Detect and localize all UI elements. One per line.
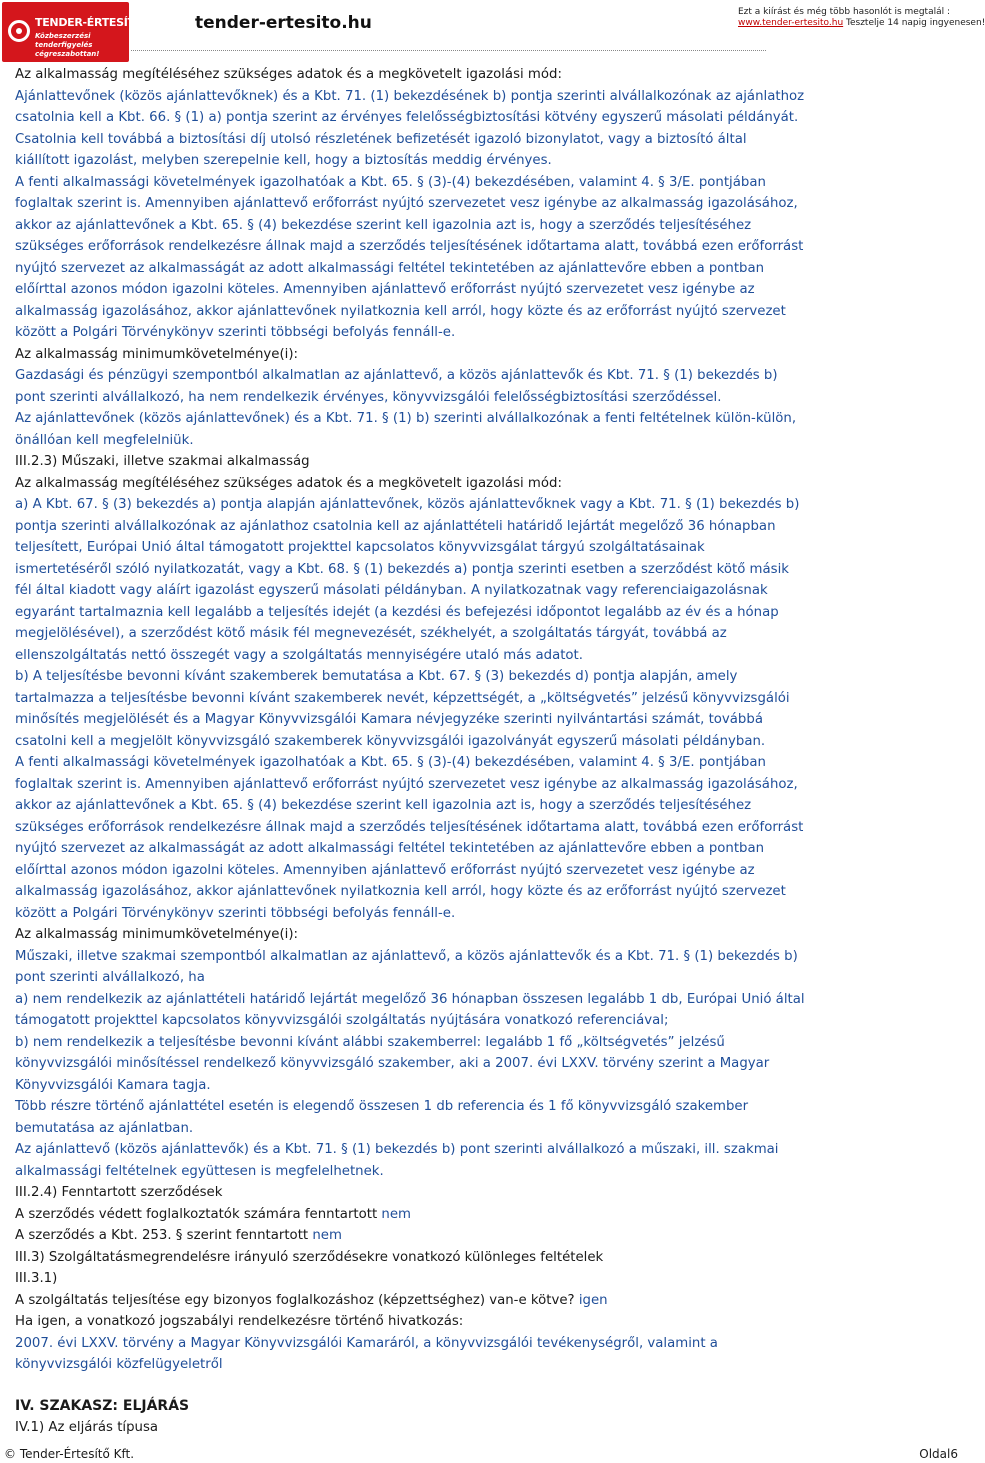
section-heading: IV. SZAKASZ: ELJÁRÁS [15, 1397, 190, 1414]
paragraph: Ha igen, a vonatkozó jogszabályi rendelkezésre történő hivatkozás: [15, 1314, 464, 1329]
promo-text [738, 7, 985, 29]
promo-suffix: Tesztelje 14 napig ingyenesen! [843, 18, 985, 28]
promo-link[interactable]: www.tender-ertesito.hu [738, 18, 844, 28]
paragraph: Az alkalmasság minimumkövetelménye(i): [15, 927, 298, 942]
subsection-heading: IV.1) Az eljárás típusa [15, 1420, 159, 1435]
paragraph: Az ajánlattevőnek (közös ajánlattevőnek) és a Kbt. 71. § (1) b) szerinti alvállalkozónak a fenti feltételnek külön-külön, önállóan kell megfelelniük. [15, 411, 797, 448]
paragraph: Az alkalmasság minimumkövetelménye(i): [15, 346, 298, 362]
site-name: tender-ertesito.hu [195, 13, 372, 33]
paragraph: Csatolnia kell továbbá a biztosítási díj utolsó részletének befizetését igazoló bizonylatot, vagy a biztosító által kiállított igazolást, melyben szerepelnie kell, hogy a biztosítás meddig érvényes. [15, 131, 747, 168]
document-body [15, 64, 805, 1439]
paragraph: a) A Kbt. 67. § (3) bekezdés a) pontja alapján ajánlattevőnek, közös ajánlattevőknek vagy a Kbt. 71. § (1) bekezdés b) pontja szerinti alvállalkozónak az ajánlathoz csatolnia kell az ajánlattételi határidő lejártát megelőző 36 hónapban teljesített, Európai Unió által támogatott projekttel kapcsolatos könyvvizsgálat tárgyú szolgáltatásainak ismertetéséről szóló nyilatkozatát, vagy a Kbt. 68. § (1) bekezdés a) pontja szerinti esetben a szerződést kötő másik fél által kiadott vagy aláírt igazolást egyszerű másolati példányban. A nyilatkozatnak vagy referenciaigazolásnak egyaránt tartalmaznia kell legalább a teljesítés idejét (a kezdési és befejezési időpontot legalább az év és a hónap megjelölésével), a szerződést kötő másik fél megnevezését, székhelyét, a szolgáltatás tárgyát, továbbá az ellenszolgáltatás nettó összegét vagy a szolgáltatás mennyiségére utaló más adatot. [15, 497, 800, 663]
paragraph: Gazdasági és pénzügyi szempontból alkalmatlan az ajánlattevő, a közös ajánlattevők és Kbt. 71. § (1) bekezdés b) pont szerinti alvállalkozó, ha nem rendelkezik érvényes, könyvvizsgálói felelősségbiztosítási szerződéssel. [15, 368, 778, 405]
paragraph: Műszaki, illetve szakmai szempontból alkalmatlan az ajánlattevő, a közös ajánlattevők és a Kbt. 71. § (1) bekezdés b) pont szerinti alvállalkozó, ha [15, 948, 798, 985]
subsection-heading: III.2.3) Műszaki, illetve szakmai alkalmasság [15, 454, 310, 469]
spacer [15, 1376, 805, 1396]
paragraph: Az alkalmasság megítéléséhez szükséges adatok és a megkövetelt igazolási mód: [15, 475, 562, 491]
footer-page-number: Oldal6 [919, 1447, 958, 1461]
subsection-heading: III.2.4) Fenntartott szerződések [15, 1185, 223, 1200]
field-value: igen [578, 1292, 608, 1308]
paragraph: b) A teljesítésbe bevonni kívánt szakemberek bemutatása a Kbt. 67. § (3) bekezdés d) pontja alapján, amely tartalmazza a teljesítésbe bevonni kívánt szakemberek nevét, képzettségét, a „költségvetés” jelzésű könyvvizsgálói minősítés megjelölését és a Magyar Könyvvizsgálói Kamara névjegyzéke szerinti nyilvántartási számát, továbbá csatolni kell a megjelölt könyvvizsgáló szakemberek könyvvizsgálói igazolványát egyszerű másolati példányban. [15, 669, 790, 749]
paragraph: 2007. évi LXXV. törvény a Magyar Könyvvizsgálói Kamaráról, a könyvvizsgálói tevékenységről, valamint a könyvvizsgálói közfelügyeletről [15, 1335, 718, 1372]
paragraph: b) nem rendelkezik a teljesítésbe bevonni kívánt alábbi szakemberrel: legalább 1 fő „költségvetés” jelzésű könyvvizsgálói minősítéssel rendelkező könyvvizsgáló szakember, aki a 2007. évi LXXV. törvény szerint a Magyar Könyvvizsgálói Kamara tagja. [15, 1034, 770, 1093]
promo-line1: Ezt a kiírást és még több hasonlót is megtalál : [738, 7, 951, 17]
paragraph: A fenti alkalmassági követelmények igazolhatóak a Kbt. 65. § (3)-(4) bekezdésében, valamint 4. § 3/E. pontjában foglaltak szerint is. Amennyiben ajánlattevő erőforrást nyújtó szervezetet vesz igénybe az alkalmasság igazolásához, akkor az ajánlattevőnek a Kbt. 65. § (4) bekezdése szerint kell igazolnia azt is, hogy a szerződés teljesítéséhez szükséges erőforrások rendelkezésre állnak majd a szerződés teljesítésének időtartama alatt, továbbá ezen erőforrást nyújtó szervezet az alkalmasságát az adott alkalmassági feltétel tekintetében az ajánlattevőre ebben a pontban előírttal azonos módon igazolni köteles. Amennyiben ajánlattevő erőforrást nyújtó szervezetet vesz igénybe az alkalmasság igazolásához, akkor ajánlattevőnek nyilatkoznia kell arról, hogy közte és az erőforrást nyújtó szervezet között a Polgári Törvénykönyv szerinti többségi befolyás fennáll-e. [15, 755, 804, 921]
field-row [15, 1225, 805, 1247]
paragraph: Az ajánlattevő (közös ajánlattevők) és a Kbt. 71. § (1) bekezdés b) pont szerinti alvállalkozó a műszaki, ill. szakmai alkalmassági feltételnek együttesen is megfelelhetnek. [15, 1142, 779, 1179]
logo-name: TENDER-ÉRTESÍTŐ.hu [35, 16, 163, 29]
field-label: A szolgáltatás teljesítése egy bizonyos foglalkozáshoz (képzettséghez) van-e kötve? [15, 1292, 579, 1308]
logo-target-icon [8, 20, 30, 42]
page-header [0, 0, 985, 58]
field-row [15, 1290, 805, 1312]
subsection-heading: III.3) Szolgáltatásmegrendelésre irányuló szerződésekre vonatkozó különleges feltételek [15, 1249, 604, 1265]
field-value: nem [381, 1206, 411, 1222]
logo[interactable] [2, 2, 163, 62]
paragraph: Az alkalmasság megítéléséhez szükséges adatok és a megkövetelt igazolási mód: [15, 67, 562, 82]
field-value: nem [312, 1228, 342, 1243]
field-label: A szerződés a Kbt. 253. § szerint fenntartott [15, 1228, 313, 1243]
subsection-heading: III.3.1) [15, 1271, 58, 1286]
paragraph: A fenti alkalmassági követelmények igazolhatóak a Kbt. 65. § (3)-(4) bekezdésében, valamint 4. § 3/E. pontjában foglaltak szerint is. Amennyiben ajánlattevő erőforrást nyújtó szervezetet vesz igénybe az alkalmasság igazolásához, akkor az ajánlattevőnek a Kbt. 65. § (4) bekezdése szerint kell igazolnia azt is, hogy a szerződés teljesítéséhez szükséges erőforrások rendelkezésre állnak majd a szerződés teljesítésének időtartama alatt, továbbá ezen erőforrást nyújtó szervezet az alkalmasságát az adott alkalmassági feltétel tekintetében az ajánlattevőre ebben a pontban előírttal azonos módon igazolni köteles. Amennyiben ajánlattevő erőforrást nyújtó szervezetet vesz igénybe az alkalmasság igazolásához, akkor ajánlattevőnek nyilatkoznia kell arról, hogy közte és az erőforrást nyújtó szervezet között a Polgári Törvénykönyv szerinti többségi befolyás fennáll-e. [15, 174, 804, 340]
page-footer [0, 1447, 960, 1463]
paragraph: a) nem rendelkezik az ajánlattételi határidő lejártát megelőző 36 hónapban összesen legalább 1 db, Európai Unió által támogatott projekttel kapcsolatos könyvvizsgálói szolgáltatás nyújtására vonatkozó referenciával; [15, 991, 805, 1028]
field-label: A szerződés védett foglalkoztatók számára fenntartott [15, 1206, 382, 1222]
logo-tagline: Közbeszerzési tenderfigyelés cégreszabottan! [35, 32, 100, 58]
field-row [15, 1204, 805, 1226]
footer-copyright: © Tender-Értesítő Kft. [4, 1447, 135, 1461]
paragraph: Több részre történő ajánlattétel esetén is elegendő összesen 1 db referencia és 1 fő könyvvizsgáló szakember bemutatása az ajánlatban. [15, 1099, 749, 1136]
paragraph: Ajánlattevőnek (közös ajánlattevőknek) és a Kbt. 71. (1) bekezdésének b) pontja szerinti alvállalkozónak az ajánlathoz csatolnia kell a Kbt. 66. § (1) a) pontja szerint az érvényes felelősségbiztosítási kötvény egyszerű másolati példányát. [15, 88, 805, 125]
header-divider [131, 50, 766, 51]
